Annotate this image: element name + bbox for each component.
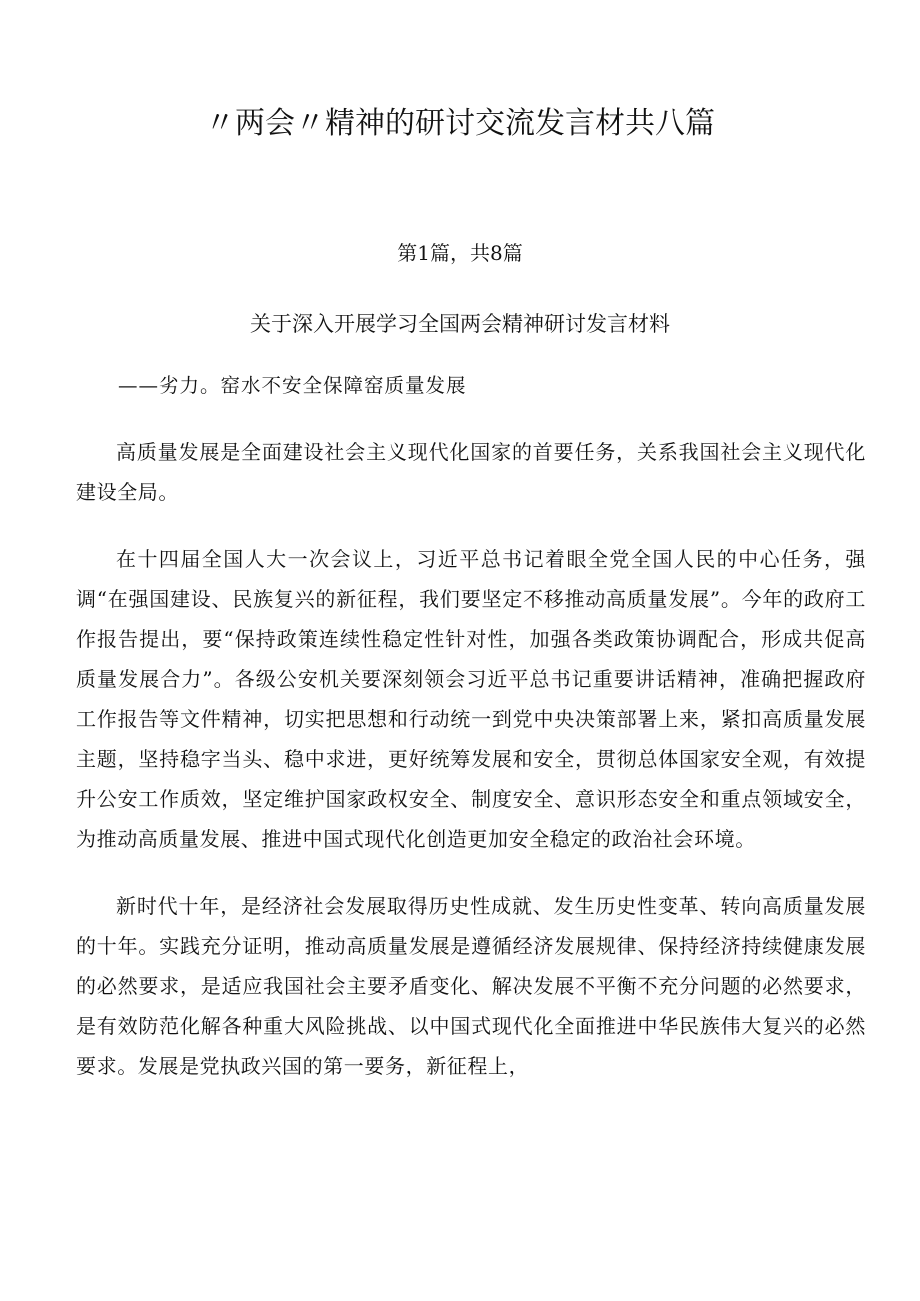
part-label: 第1篇，共8篇 [397,241,523,265]
paragraph: 在十四届全国人大一次会议上，习近平总书记着眼全党全国人民的中心任务，强调“在强国建设、民族复兴的新征程，我们要坚定不移推动高质量发展”。今年的政府工作报告提出，要“保持政策连续性稳定性针对性，加强各类政策协调配合，形成共促高质量发展合力”。各级公安机关要深刻领会习近平总书记重要讲话精神，准确把握政府工作报告等文件精神，切实把思想和行动统一到党中央决策部署上来，紧扣高质量发展主题，坚持稳字当头、稳中求进，更好统筹发展和安全，贯彻总体国家安全观，有效提升公安工作质效，坚定维护国家政权安全、制度安全、意识形态安全和重点领域安全，为推动高质量发展、推进中国式现代化创造更加安全稳定的政治社会环境。 [76,547,866,851]
document-title: 〃两会〃精神的研讨交流发言材共八篇 [205,106,715,141]
article-title: 关于深入开展学习全国两会精神研讨发言材料 [250,312,670,336]
article-subtitle: ——劣力。窑水不安全保障窑质量发展 [118,374,467,397]
article-body [76,432,866,1113]
paragraph: 新时代十年，是经济社会发展取得历史性成就、发生历史性变革、转向高质量发展的十年。实践充分证明，推动高质量发展是遵循经济发展规律、保持经济持续健康发展的必然要求，是适应我国社会主要矛盾变化、解决发展不平衡不充分问题的必然要求，是有效防范化解各种重大风险挑战、以中国式现代化全面推进中华民族伟大复兴的必然要求。发展是党执政兴国的第一要务，新征程上， [76,894,866,1078]
paragraph: 高质量发展是全面建设社会主义现代化国家的首要任务，关系我国社会主义现代化建设全局。 [76,440,866,504]
